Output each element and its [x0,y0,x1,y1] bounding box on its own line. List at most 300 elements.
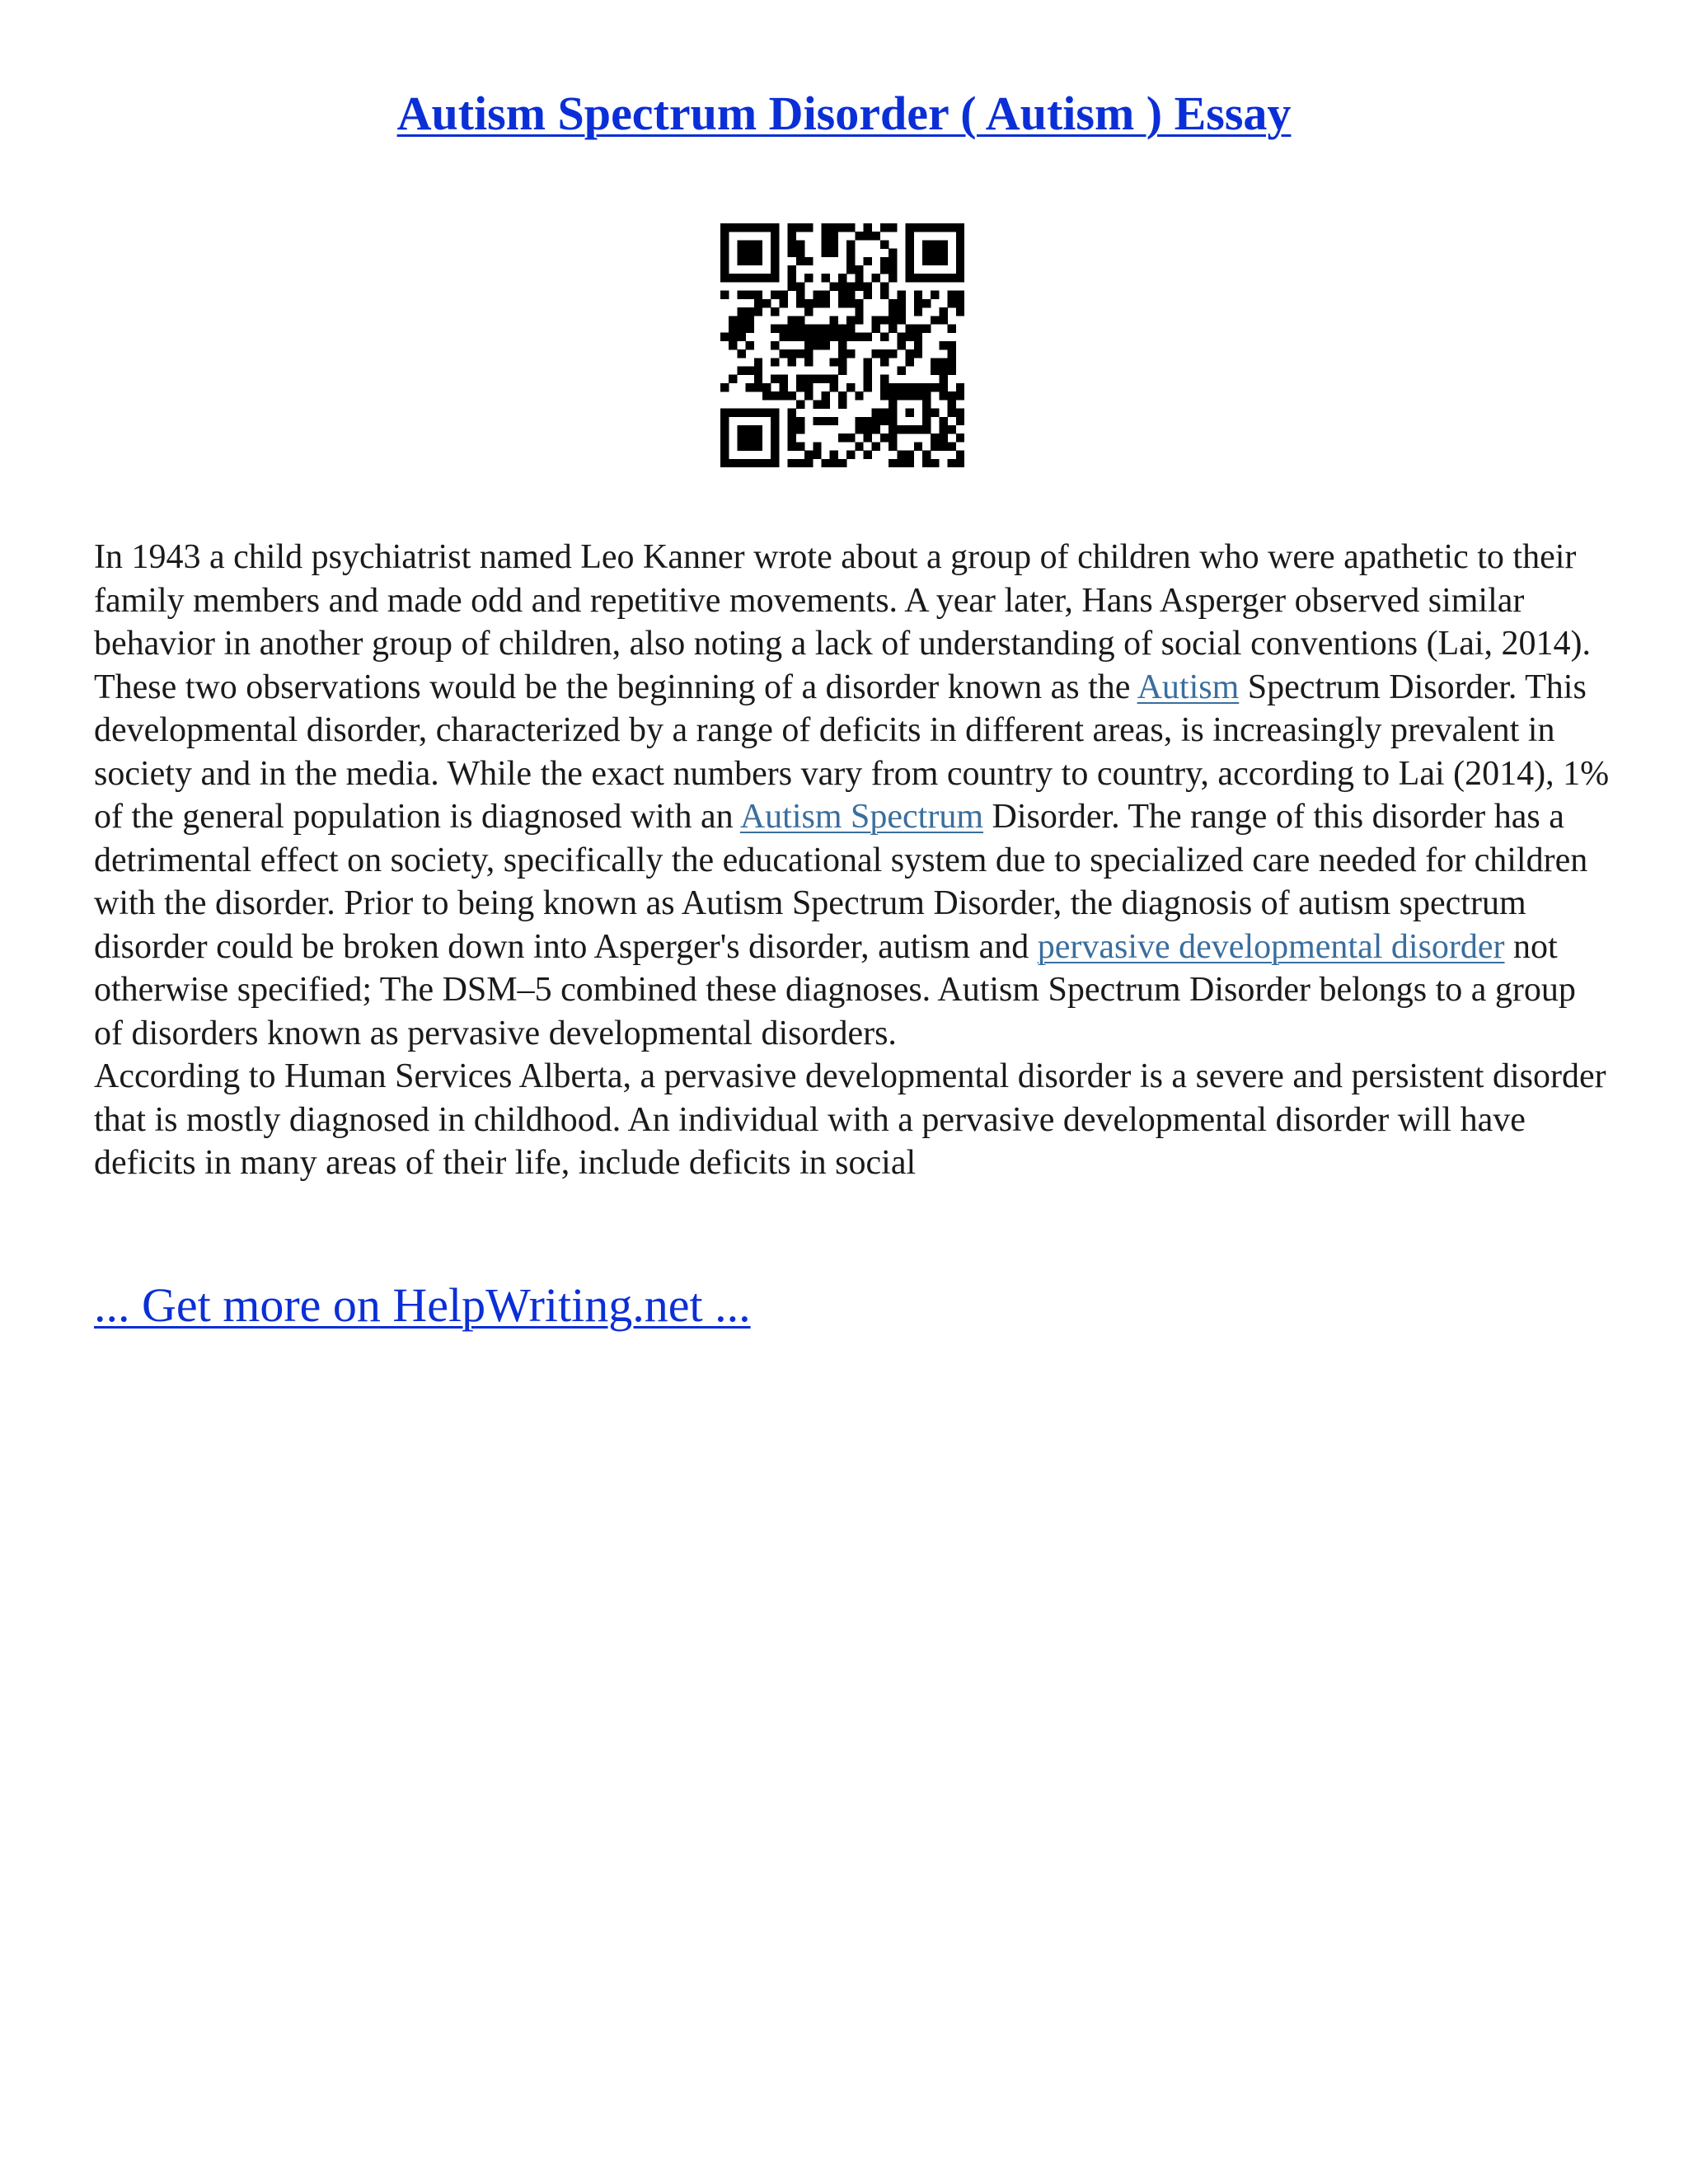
qr-module [838,333,846,341]
qr-module [762,391,771,400]
qr-module [948,349,956,358]
qr-module [788,240,796,248]
qr-module [880,333,889,341]
qr-module [889,391,897,400]
qr-module [796,349,804,358]
qr-module [838,341,846,349]
qr-module [914,333,922,341]
qr-module [754,223,762,232]
qr-module [720,459,729,467]
qr-module [737,223,745,232]
qr-module [889,299,897,307]
qr-module [922,240,931,248]
qr-module [796,257,804,265]
qr-module [762,299,771,307]
qr-module [897,451,905,459]
qr-module [813,333,821,341]
qr-module [939,257,947,265]
qr-module [922,451,931,459]
qr-module [779,383,787,391]
autism-link[interactable]: Autism [1137,668,1240,706]
qr-module [830,249,838,257]
qr-module [931,291,939,299]
qr-module [754,425,762,434]
qr-module [788,442,796,450]
qr-module [846,316,855,324]
qr-module [788,459,796,467]
get-more-link[interactable]: ... Get more on HelpWriting.net ... [94,1278,751,1332]
qr-module [796,400,804,408]
qr-module [804,391,813,400]
qr-module [788,232,796,240]
qr-module [906,257,914,265]
qr-module [948,367,956,375]
qr-module [939,249,947,257]
qr-module [737,459,745,467]
autism-spectrum-link[interactable]: Autism Spectrum [739,798,983,836]
qr-module [914,291,922,299]
qr-module [889,349,897,358]
qr-module [922,249,931,257]
qr-module [729,409,737,417]
qr-module [729,223,737,232]
qr-module [821,240,829,248]
qr-module [889,383,897,391]
qr-module [771,375,779,383]
qr-module [754,383,762,391]
qr-module [931,409,939,417]
qr-module [922,299,931,307]
qr-module [846,349,855,358]
qr-module [771,409,779,417]
qr-module [864,417,872,425]
qr-module [922,459,931,467]
qr-module [804,451,813,459]
qr-module [771,358,779,366]
qr-module [906,451,914,459]
qr-module [796,282,804,290]
qr-module [813,417,821,425]
qr-module [729,341,737,349]
qr-module [846,282,855,290]
qr-module [771,240,779,248]
qr-module [939,417,947,425]
qr-module [914,391,922,400]
qr-module [746,425,754,434]
qr-module [922,400,931,408]
qr-module [796,299,804,307]
qr-module [771,274,779,282]
qr-module [771,232,779,240]
qr-module [821,459,829,467]
qr-module [737,333,745,341]
qr-module [720,249,729,257]
qr-module [872,417,880,425]
qr-module [796,375,804,383]
qr-module [804,223,813,232]
qr-module [864,232,872,240]
qr-module [729,375,737,383]
qr-module [804,257,813,265]
qr-module [906,409,914,417]
qr-module [889,425,897,434]
qr-module [939,375,947,383]
qr-module [880,391,889,400]
qr-module [939,307,947,316]
qr-module [754,299,762,307]
qr-module [720,409,729,417]
qr-module [855,417,863,425]
qr-module [737,291,745,299]
qr-module [897,307,905,316]
qr-module [813,400,821,408]
qr-module [889,324,897,332]
qr-module [956,417,964,425]
qr-module [948,358,956,366]
qr-module [729,324,737,332]
qr-module [838,358,846,366]
qr-module [880,257,889,265]
qr-module [720,333,729,341]
qr-module [804,324,813,332]
qr-module [821,341,829,349]
qr-module [906,358,914,366]
qr-module [864,333,872,341]
qr-module [788,282,796,290]
qr-module [771,451,779,459]
qr-module [948,324,956,332]
qr-module [880,383,889,391]
qr-module [897,341,905,349]
qr-module [948,400,956,408]
qr-module [956,249,964,257]
qr-module [855,333,863,341]
qr-module [821,274,829,282]
qr-module [889,316,897,324]
qr-module [779,291,787,299]
qr-module [864,375,872,383]
qr-module [838,434,846,442]
qr-module [746,324,754,332]
qr-module [914,274,922,282]
qr-module [737,434,745,442]
qr-code-graphic [720,223,964,467]
qr-module [762,383,771,391]
qr-module [939,240,947,248]
qr-module [855,442,863,450]
qr-module [897,299,905,307]
qr-module [838,291,846,299]
qr-module [754,459,762,467]
qr-module [880,282,889,290]
qr-module [779,324,787,332]
qr-module [771,307,779,316]
qr-module [720,274,729,282]
qr-module [872,316,880,324]
qr-module [796,425,804,434]
qr-module [804,274,813,282]
qr-module [788,358,796,366]
qr-module [821,324,829,332]
qr-module [931,383,939,391]
qr-module [897,459,905,467]
qr-module [830,358,838,366]
qr-module [956,232,964,240]
qr-module [846,383,855,391]
qr-module [939,425,947,434]
qr-module [804,358,813,366]
qr-module [830,417,838,425]
qr-module [813,341,821,349]
qr-module [846,240,855,248]
qr-module [788,249,796,257]
qr-module [746,291,754,299]
qr-module [897,316,905,324]
qr-module [956,459,964,467]
qr-module [813,299,821,307]
qr-module [830,459,838,467]
qr-module [804,341,813,349]
qr-module [864,223,872,232]
qr-module [922,257,931,265]
qr-module [906,240,914,248]
qr-module [821,223,829,232]
qr-module [846,299,855,307]
qr-module [956,240,964,248]
qr-module [838,299,846,307]
qr-module [746,257,754,265]
qr-module [931,316,939,324]
qr-module [939,341,947,349]
qr-module [729,333,737,341]
qr-module [889,409,897,417]
qr-module [737,442,745,450]
qr-module [956,223,964,232]
qr-module [838,400,846,408]
qr-module [956,451,964,459]
qr-module [771,434,779,442]
qr-module [796,291,804,299]
qr-module [788,409,796,417]
qr-module [956,291,964,299]
qr-module [737,409,745,417]
qr-module [746,316,754,324]
qr-module [914,307,922,316]
qr-module [779,349,787,358]
qr-module [914,223,922,232]
qr-module [813,324,821,332]
qr-module [746,442,754,450]
qr-module [754,257,762,265]
qr-module [804,383,813,391]
qr-module [939,223,947,232]
qr-module [939,367,947,375]
qr-module [872,232,880,240]
qr-module [762,459,771,467]
title-link[interactable]: Autism Spectrum Disorder ( Autism ) Essay [396,87,1292,140]
qr-module [796,240,804,248]
qr-module [720,425,729,434]
page-title [0,84,1688,143]
qr-module [906,265,914,274]
qr-module [771,291,779,299]
qr-module [906,324,914,332]
get-more-paragraph [94,1276,751,1335]
qr-module [939,391,947,400]
qr-module [821,417,829,425]
qr-module [880,358,889,366]
qr-module [788,223,796,232]
qr-module [746,249,754,257]
qr-module [880,409,889,417]
qr-module [720,257,729,265]
qr-module [914,341,922,349]
qr-module [771,257,779,265]
qr-module [956,434,964,442]
qr-module [864,257,872,265]
qr-module [855,274,863,282]
qr-module [804,349,813,358]
qr-module [813,442,821,450]
qr-module [931,257,939,265]
qr-module [821,299,829,307]
qr-module [864,291,872,299]
pervasive-developmental-disorder-link[interactable]: pervasive developmental disorder [1037,927,1505,966]
qr-module [846,249,855,257]
qr-module [922,391,931,400]
qr-module [788,274,796,282]
qr-module [922,274,931,282]
qr-module [754,249,762,257]
qr-module [796,223,804,232]
qr-module [922,383,931,391]
qr-module [872,409,880,417]
qr-module [746,274,754,282]
qr-module [939,383,947,391]
qr-module [821,400,829,408]
qr-module [872,274,880,282]
qr-module [754,375,762,383]
qr-module [830,324,838,332]
qr-module [948,274,956,282]
qr-module [796,459,804,467]
qr-module [864,367,872,375]
qr-module [788,434,796,442]
qr-module [956,307,964,316]
qr-module [754,307,762,316]
qr-module [855,425,863,434]
qr-module [880,417,889,425]
qr-module [889,417,897,425]
qr-module [948,459,956,467]
qr-module [948,223,956,232]
qr-module [906,349,914,358]
qr-module [846,434,855,442]
qr-module [948,291,956,299]
qr-module [729,459,737,467]
qr-module [948,341,956,349]
qr-module [788,417,796,425]
qr-module [880,316,889,324]
qr-module [846,291,855,299]
qr-module [914,425,922,434]
qr-module [880,223,889,232]
qr-module [720,291,729,299]
qr-module [914,324,922,332]
paragraph-1-text-b: Spectrum Disorder. This developmental disorder, characterized by a range of deficits in different areas, is increasingly prevalent in society and in the media. While the exact numbers vary from country to country, according to Lai (2014), 1% of the general population is diagnosed with an [94,668,1610,836]
qr-module [855,282,863,290]
qr-module [821,375,829,383]
qr-module [804,299,813,307]
qr-module [830,333,838,341]
qr-module [788,425,796,434]
qr-module [864,451,872,459]
qr-module [821,333,829,341]
qr-module [855,265,863,274]
qr-module [720,417,729,425]
qr-module [931,274,939,282]
qr-module [846,324,855,332]
qr-module [830,375,838,383]
qr-module [931,367,939,375]
qr-module [737,249,745,257]
qr-module [931,358,939,366]
qr-module [939,434,947,442]
qr-module [796,316,804,324]
qr-module [956,274,964,282]
qr-module [771,223,779,232]
qr-module [788,316,796,324]
qr-module [838,391,846,400]
qr-module [855,299,863,307]
qr-module [922,409,931,417]
qr-module [737,349,745,358]
qr-module [729,316,737,324]
qr-module [846,223,855,232]
qr-module [754,274,762,282]
qr-module [914,299,922,307]
qr-module [796,442,804,450]
qr-module [788,391,796,400]
qr-module [846,333,855,341]
qr-module [897,391,905,400]
qr-module [889,274,897,282]
qr-module [864,282,872,290]
qr-module [720,451,729,459]
qr-module [880,240,889,248]
qr-module [906,249,914,257]
qr-module [855,232,863,240]
paragraph-1-text-c: Disorder. The range of this disorder has a detrimental effect on society, specifically the educational system due to specialized care needed for children with the disorder. Prior to being known as Autism Spectrum Disorder, the diagnosis of autism spectrum disorder could be broken down into Asperger's disorder, autism and [94,798,1588,966]
qr-module [838,223,846,232]
qr-module [737,425,745,434]
qr-module [762,409,771,417]
qr-module [939,358,947,366]
qr-module [906,425,914,434]
qr-module [906,459,914,467]
qr-module [754,240,762,248]
qr-module [914,349,922,358]
qr-module [889,434,897,442]
qr-module [779,299,787,307]
qr-module [897,333,905,341]
qr-module [906,333,914,341]
qr-module [889,307,897,316]
qr-module [720,383,729,391]
qr-module [788,333,796,341]
qr-module [754,409,762,417]
qr-module [813,375,821,383]
